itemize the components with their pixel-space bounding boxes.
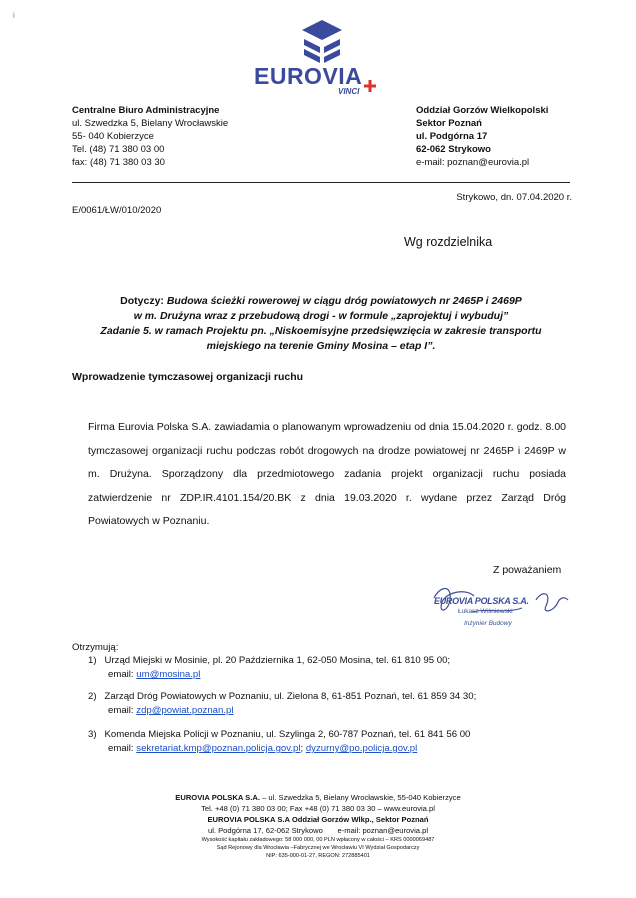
stamp-name: Łukasz Wiśniewski [458, 608, 513, 615]
footer-line4: ul. Podgórna 17, 62-062 Strykowo e-mail: poznan@eurovia.pl [207, 826, 429, 835]
header-right-line2: 62-062 Strykowo [416, 144, 491, 155]
recipient-3-email-link-2[interactable]: dyzurny@po.policja.gov.pl [305, 743, 418, 754]
footer-line1-bold: EUROVIA POLSKA S.A. [175, 793, 260, 802]
recipient-1-email-label: email: [108, 669, 134, 680]
recipient-2-line [88, 690, 568, 704]
recipient-1 [88, 654, 568, 682]
signature-scribble [426, 578, 576, 636]
logo-sub-text: VINCI [338, 87, 360, 96]
recipient-2-email-line [88, 704, 568, 718]
signature-stamp [426, 578, 576, 636]
stamp-role: Inżynier Budowy [464, 620, 512, 627]
header-divider [72, 182, 570, 183]
recipient-3-email-link-1[interactable]: sekretariat.kmp@poznan.policja.gov.pl [136, 743, 301, 754]
recipient-3-text: Komenda Miejska Policji w Poznaniu, ul. Szylinga 2, 60-787 Poznań, tel. 61 841 56 00 [104, 729, 471, 740]
subject-line1-text: Budowa ścieżki rowerowej w ciągu dróg powiatowych nr 2465P i 2469P [166, 295, 522, 307]
recipient-3-email-label: email: [108, 743, 134, 754]
corner-mark: i [13, 11, 15, 20]
section-title: Wprowadzenie tymczasowej organizacji ruchu [72, 371, 304, 383]
recipient-3-email-line [88, 742, 568, 756]
header-left-line1: ul. Szwedzka 5, Bielany Wrocławskie [72, 118, 229, 129]
footer [80, 792, 556, 860]
recipient-2-email-label: email: [108, 705, 134, 716]
vinci-plus-icon [364, 80, 376, 92]
header-right-title1: Oddział Gorzów Wielkopolski [416, 105, 549, 116]
header-right-email: e-mail: poznan@eurovia.pl [416, 157, 530, 168]
subject-lead: Dotyczy: [120, 295, 164, 307]
recipient-3-num: 3) [88, 729, 97, 740]
footer-line3: EUROVIA POLSKA S.A Oddział Gorzów Wlkp., Sektor Poznań [207, 815, 429, 824]
recipient-2-text: Zarząd Dróg Powiatowych w Poznaniu, ul. Zielona 8, 61-851 Poznań, tel. 61 859 34 30; [104, 691, 477, 702]
recipient-1-num: 1) [88, 655, 97, 666]
subject-line2: w m. Drużyna wraz z przebudową drogi - w formule „zaprojektuj i wybuduj” [133, 310, 509, 322]
recipient-2-email-link[interactable]: zdp@powiat.poznan.pl [136, 705, 234, 716]
subject-line4: miejskiego na terenie Gminy Mosina – etap I”. [206, 340, 436, 352]
recipient-1-line [88, 654, 568, 668]
addressee: Wg rozdzielnika [404, 235, 493, 249]
recipient-1-email-line [88, 668, 568, 682]
recipient-3-email-sep: ; [300, 743, 304, 754]
recipient-1-email-link[interactable]: um@mosina.pl [136, 669, 201, 680]
footer-tiny1: Wysokość kapitału zakładowego: 58 000 000, 00 PLN wpłacony w całości – KRS 0000069487 [201, 837, 435, 843]
reference-number: E/0061/ŁW/010/2020 [72, 205, 162, 216]
subject-line1 [72, 294, 570, 309]
footer-line1-rest: – ul. Szwedzka 5, Bielany Wrocławskie, 55-040 Kobierzyce [259, 793, 461, 802]
header-left-line2: 55- 040 Kobierzyce [72, 131, 154, 142]
logo-brand-text: EUROVIA [254, 63, 363, 89]
header-right-title2: Sektor Poznań [416, 118, 482, 129]
header-left-phone: Tel. (48) 71 380 03 00 [72, 144, 165, 155]
footer-line1 [80, 792, 556, 803]
header-right-block [416, 104, 548, 169]
eurovia-logo [252, 20, 392, 95]
body-paragraph: Firma Eurovia Polska S.A. zawiadamia o planowanym wprowadzeniu od dnia 15.04.2020 r. godz. 8.00 tymczasowej organizacji ruchu podczas robót drogowych na drodze powiatowej nr 2465P i 2469P w m. Drużyna. Sporządzony dla przedmiotowego zadania projekt organizacji ruchu posiada zatwierdzenie nr ZDP.IR.4101.154/20.BK z dnia 19.03.2020 r. wydane przez Zarząd Dróg Powiatowych w Poznaniu. [88, 421, 566, 527]
date-line: Strykowo, dn. 07.04.2020 r. [456, 192, 572, 203]
header-left-block [72, 104, 228, 169]
subject-block [72, 294, 570, 354]
footer-tiny2: Sąd Rejonowy dla Wrocławia –Fabrycznej we Wrocławiu VI Wydział Gospodarczy [216, 845, 420, 851]
footer-tiny3: NIP: 635-000-01-27, REGON: 272885401 [266, 853, 370, 859]
header-left-fax: fax: (48) 71 380 03 30 [72, 157, 165, 168]
closing: Z poważaniem [493, 564, 562, 576]
subject-line3: Zadanie 5. w ramach Projektu pn. „Niskoemisyjne przedsięwzięcia w zakresie transportu [100, 325, 542, 337]
recipient-2 [88, 690, 568, 718]
header-right-line1: ul. Podgórna 17 [416, 131, 488, 142]
header-left-title: Centralne Biuro Administracyjne [72, 105, 220, 116]
recipient-2-num: 2) [88, 691, 97, 702]
recipient-3 [88, 728, 568, 756]
stamp-company: EUROVIA POLSKA S.A. [434, 596, 529, 606]
recipient-3-line [88, 728, 568, 742]
recipient-1-text: Urząd Miejski w Mosinie, pl. 20 Października 1, 62-050 Mosina, tel. 61 810 95 00; [104, 655, 451, 666]
recipients-label: Otrzymują: [72, 642, 119, 653]
footer-line2: Tel. +48 (0) 71 380 03 00; Fax +48 (0) 71 380 03 30 – www.eurovia.pl [201, 804, 435, 813]
